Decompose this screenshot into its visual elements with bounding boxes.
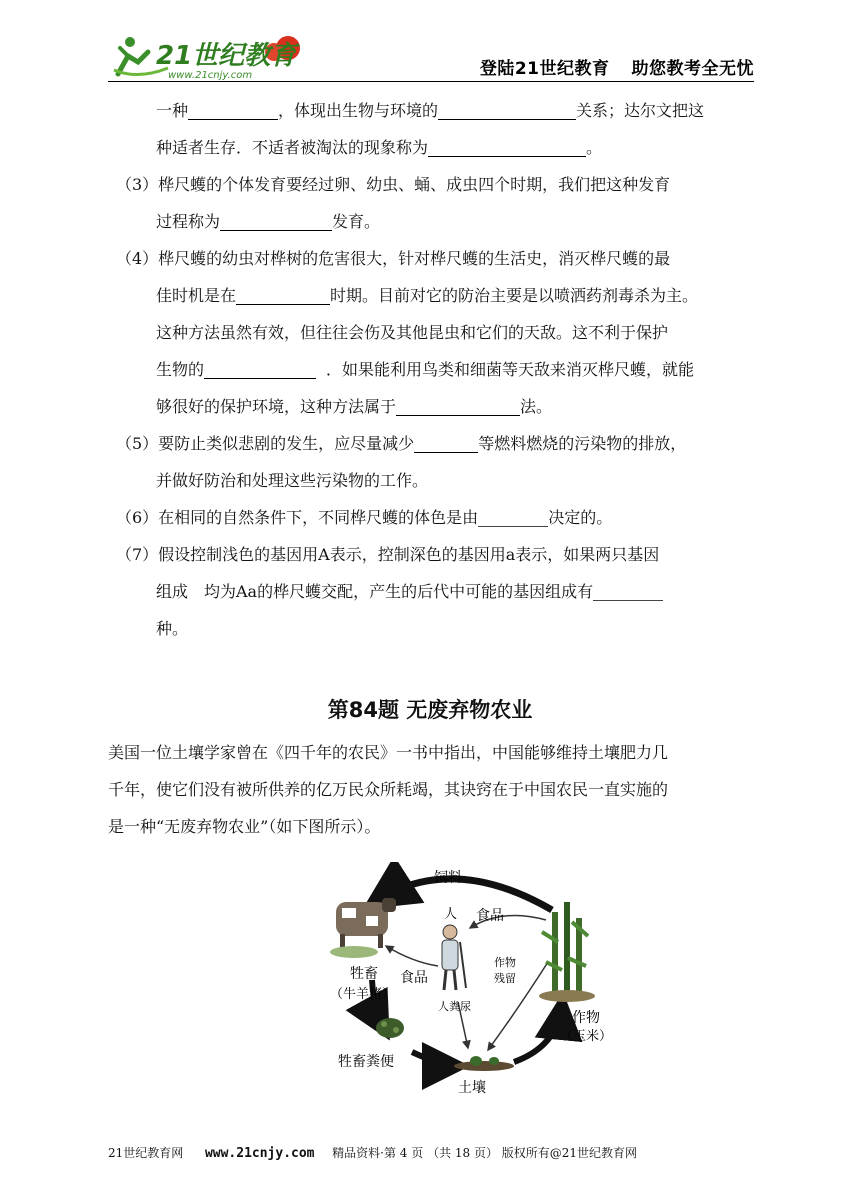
text: 一种 xyxy=(156,101,189,120)
question-line xyxy=(108,314,758,351)
intro-line: 美国一位土壤学家曾在《四千年的农民》一书中指出，中国能够维持土壤肥力几 xyxy=(108,743,669,762)
person-icon xyxy=(442,925,466,990)
label-crop-residue-2: 残留 xyxy=(494,972,516,985)
answer-blank xyxy=(220,210,332,231)
answer-blank xyxy=(593,580,663,601)
feed-arrow xyxy=(374,879,552,910)
answer-blank xyxy=(414,432,478,453)
label-crop: 作物 xyxy=(572,1010,600,1026)
label-livestock: 牲畜 xyxy=(350,966,378,982)
slogan-left: 登陆21世纪教育 xyxy=(479,59,610,79)
question-block xyxy=(108,92,758,647)
logo-text: 21世纪教育 xyxy=(156,41,297,71)
text: 佳时机是在 xyxy=(156,286,237,305)
text: 组成 均为Aa的桦尺蠖交配，产生的后代中可能的基因组成有 xyxy=(156,582,594,601)
label-manure: 牲畜粪便 xyxy=(338,1054,394,1070)
page-header xyxy=(108,30,754,82)
question-7 xyxy=(108,536,758,573)
label-crop-sub: （玉米） xyxy=(560,1029,613,1044)
label-food-top: 食品 xyxy=(476,908,504,924)
intro-paragraph xyxy=(108,734,758,845)
question-line xyxy=(108,462,758,499)
label-human-waste: 人粪尿 xyxy=(438,1000,471,1013)
header-slogan xyxy=(480,54,754,79)
text: （7）假设控制浅色的基因用A表示，控制深色的基因用a表示，如果两只基因 xyxy=(116,545,660,564)
label-person: 人 xyxy=(444,907,458,922)
answer-blank xyxy=(396,395,520,416)
footer-info: 精品资料·第 4 页 （共 18 页） 版权所有@21世纪教育网 xyxy=(332,1146,638,1160)
question-6 xyxy=(108,499,758,536)
question-4 xyxy=(108,240,758,277)
soil-icon xyxy=(454,1056,514,1071)
footer-site: 21世纪教育网 xyxy=(108,1146,184,1160)
label-food-left: 食品 xyxy=(400,970,428,986)
intro-line: 是一种“无废弃物农业”（如下图所示）。 xyxy=(108,817,381,836)
text: 生物的 xyxy=(156,360,205,379)
question-line xyxy=(108,277,758,314)
text: 发育。 xyxy=(332,212,381,231)
label-livestock-sub: （牛羊猪） xyxy=(330,987,396,1002)
label-feed: 饲料 xyxy=(434,870,462,886)
question-line xyxy=(108,92,758,129)
question-5 xyxy=(108,425,758,462)
footer-web: www.21cnjy.com xyxy=(204,1146,315,1161)
answer-blank xyxy=(188,99,278,120)
text: ．如果能利用鸟类和细菌等天敌来消灭桦尺蠖，就能 xyxy=(326,360,695,379)
question-3 xyxy=(108,166,758,203)
text: 种适者生存．不适者被淘汰的现象称为 xyxy=(156,138,429,157)
intro-line: 千年，使它们没有被所供养的亿万民众所耗竭，其诀窍在于中国农民一直实施的 xyxy=(108,780,669,799)
soil-to-crop-arrow xyxy=(514,1004,562,1062)
text: （4）桦尺蠖的幼虫对桦树的危害很大，针对桦尺蠖的生活史，消灭桦尺蠖的最 xyxy=(116,249,671,268)
manure-to-soil-arrow xyxy=(412,1052,458,1066)
text: 关系；达尔文把这 xyxy=(576,101,705,120)
text: 决定的。 xyxy=(548,508,613,527)
text: 过程称为 xyxy=(156,212,221,231)
corn-icon xyxy=(539,902,595,1002)
text: 种。 xyxy=(156,619,189,638)
question-line xyxy=(108,388,758,425)
logo-url: www.21cnjy.com xyxy=(168,70,253,81)
text: （3）桦尺蠖的个体发育要经过卵、幼虫、蛹、成虫四个时期，我们把这种发育 xyxy=(116,175,671,194)
text: （5）要防止类似悲剧的发生，应尽量减少 xyxy=(116,434,415,453)
question-line xyxy=(108,129,758,166)
text: 。 xyxy=(586,138,603,157)
manure-icon xyxy=(376,1018,404,1038)
text: （6）在相同的自然条件下，不同桦尺蠖的体色是由 xyxy=(116,508,479,527)
text: ，体现出生物与环境的 xyxy=(278,101,439,120)
text: 并做好防治和处理这些污染物的工作。 xyxy=(156,471,429,490)
person-to-livestock-arrow xyxy=(386,946,438,966)
question-line xyxy=(108,610,758,647)
question-line xyxy=(108,573,758,610)
header-divider xyxy=(108,81,754,82)
page-footer xyxy=(108,1144,758,1161)
text: 等燃料燃烧的污染物的排放， xyxy=(478,434,687,453)
text: 这种方法虽然有效，但往往会伤及其他昆虫和它们的天敌。这不利于保护 xyxy=(156,323,669,342)
answer-blank xyxy=(478,506,548,527)
answer-blank xyxy=(428,136,586,157)
answer-blank xyxy=(438,99,576,120)
question-line xyxy=(108,203,758,240)
section-title: 第84题 无废弃物农业 xyxy=(327,698,533,722)
label-crop-residue-1: 作物 xyxy=(494,956,516,969)
answer-blank xyxy=(204,358,316,379)
text: 法。 xyxy=(520,397,553,416)
text: 够很好的保护环境，这种方法属于 xyxy=(156,397,397,416)
agriculture-cycle-diagram xyxy=(262,862,622,1102)
text: 时期。目前对它的防治主要是以喷洒药剂毒杀为主。 xyxy=(330,286,699,305)
livestock-icon xyxy=(330,898,396,958)
slogan-right: 助您教考全无忧 xyxy=(631,59,754,79)
answer-blank xyxy=(236,284,330,305)
label-soil: 土壤 xyxy=(458,1080,486,1096)
question-line xyxy=(108,351,758,388)
logo xyxy=(108,30,308,82)
